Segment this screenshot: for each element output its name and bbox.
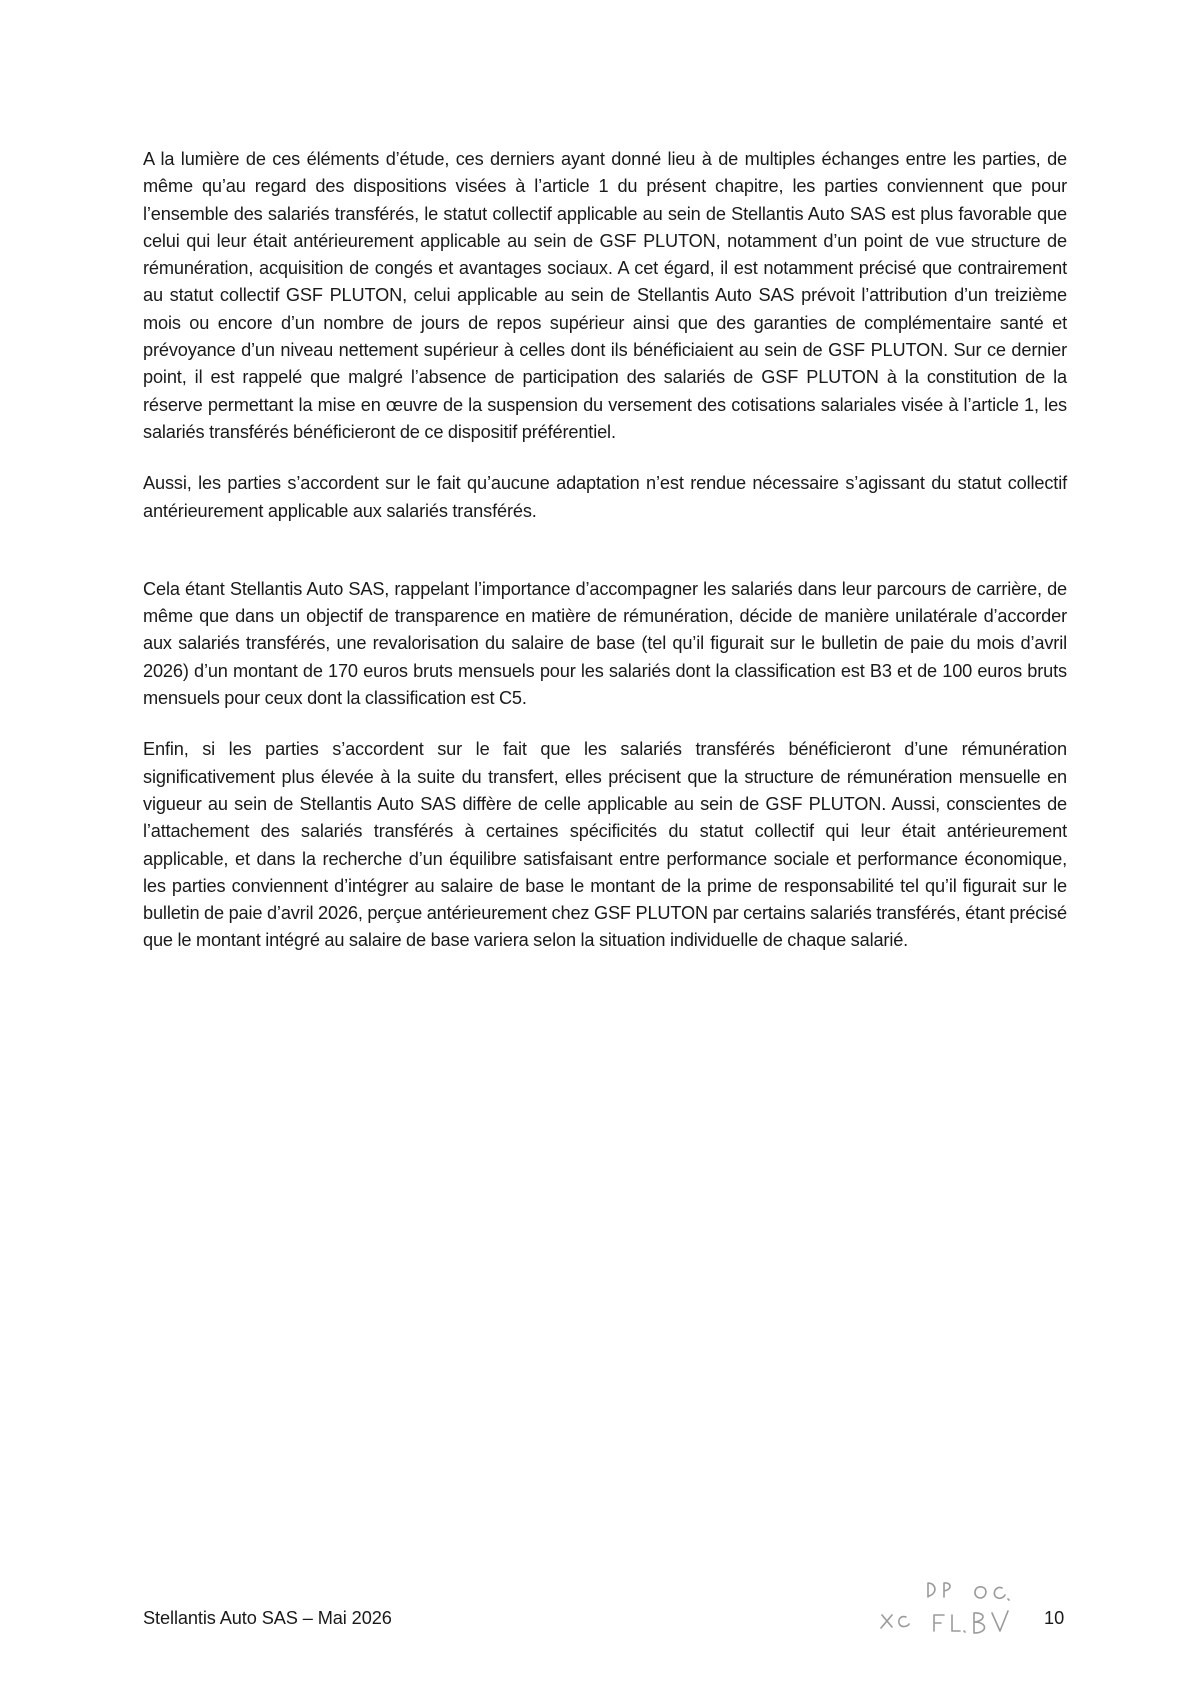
paragraph-prime-responsabilite: Enfin, si les parties s’accordent sur le fait que les salariés transférés bénéficieront d’une rémunération significativement plus élevée à la suite du transfert, elles précisent que la structure de rémunération mensuelle en vigueur au sein de Stellantis Auto SAS diffère de celle applicable au sein de GSF PLUTON. Aussi, conscientes de l’attachement des salariés transférés à certaines spécificités du statut collectif qui leur était antérieurement applicable, et dans la recherche d’un équilibre satisfaisant entre performance sociale et performance économique, les parties conviennent d’intégrer au salaire de base le montant de la prime de responsabilité tel qu’il figurait sur le bulletin de paie d’avril 2026, perçue antérieurement chez GSF PLUTON par certains salariés transférés, étant précisé que le montant intégré au salaire de base variera selon la situation individuelle de chaque salarié. xyxy=(143,739,1067,951)
document-body xyxy=(143,146,1067,955)
paragraph-aucune-adaptation: Aussi, les parties s’accordent sur le fait qu’aucune adaptation n’est rendue nécessaire s’agissant du statut collectif antérieurement applicable aux salariés transférés. xyxy=(143,473,1067,521)
page-number: 10 xyxy=(1044,1608,1065,1628)
handwritten-initials xyxy=(870,1565,1050,1645)
paragraph-statut-collectif: A la lumière de ces éléments d’étude, ces derniers ayant donné lieu à de multiples échanges entre les parties, de même qu’au regard des dispositions visées à l’article 1 du présent chapitre, les parties conviennent que pour l’ensemble des salariés transférés, le statut collectif applicable au sein de Stellantis Auto SAS est plus favorable que celui qui leur était antérieurement applicable au sein de GSF PLUTON, notamment d’un point de vue structure de rémunération, acquisition de congés et avantages sociaux. A cet égard, il est notamment précisé que contrairement au statut collectif GSF PLUTON, celui applicable au sein de Stellantis Auto SAS prévoit l’attribution d’un treizième mois ou encore d’un nombre de jours de repos supérieur ainsi que des garanties de complémentaire santé et prévoyance d’un niveau nettement supérieur à celles dont ils bénéficiaient au sein de GSF PLUTON. Sur ce dernier point, il est rappelé que malgré l’absence de participation des salariés de GSF PLUTON à la constitution de la réserve permettant la mise en œuvre de la suspension du versement des cotisations salariales visée à l’article 1, les salariés transférés bénéficieront de ce dispositif préférentiel. xyxy=(143,149,1067,442)
footer-company-date: Stellantis Auto SAS – Mai 2026 xyxy=(143,1608,392,1628)
paragraph-revalorisation: Cela étant Stellantis Auto SAS, rappelant l’importance d’accompagner les salariés dans leur parcours de carrière, de même que dans un objectif de transparence en matière de rémunération, décide de manière unilatérale d’accorder aux salariés transférés, une revalorisation du salaire de base (tel qu’il figurait sur le bulletin de paie du mois d’avril 2026) d’un montant de 170 euros bruts mensuels pour les salariés dont la classification est B3 et de 100 euros bruts mensuels pour ceux dont la classification est C5. xyxy=(143,578,1067,709)
